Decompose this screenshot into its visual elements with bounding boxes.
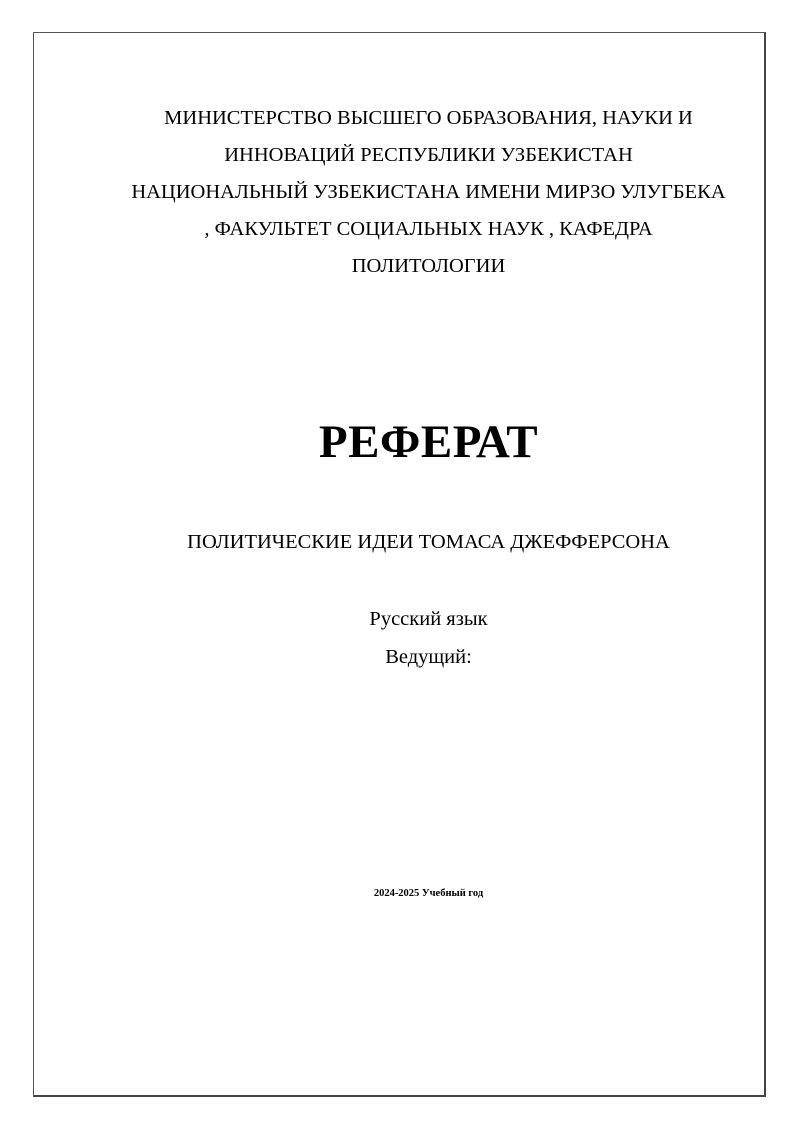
document-title: РЕФЕРАТ xyxy=(318,416,539,468)
header-line: МИНИСТЕРСТВО ВЫСШЕГО ОБРАЗОВАНИЯ, НАУКИ И xyxy=(164,107,693,129)
document-topic: ПОЛИТИЧЕСКИЕ ИДЕИ ТОМАСА ДЖЕФФЕРСОНА xyxy=(187,531,670,553)
language-label: Русский язык xyxy=(369,608,488,630)
header-line: ИННОВАЦИЙ РЕСПУБЛИКИ УЗБЕКИСТАН xyxy=(224,144,633,166)
header-line: , ФАКУЛЬТЕТ СОЦИАЛЬНЫХ НАУК , КАФЕДРА xyxy=(204,218,653,240)
header-line: ПОЛИТОЛОГИИ xyxy=(351,255,506,277)
institution-header xyxy=(0,100,800,285)
academic-year: 2024-2025 Учебный год xyxy=(373,888,484,899)
header-line: НАЦИОНАЛЬНЫЙ УЗБЕКИСТАНА ИМЕНИ МИРЗО УЛУГБЕКА xyxy=(131,181,726,203)
leader-label: Ведущий: xyxy=(385,646,472,668)
